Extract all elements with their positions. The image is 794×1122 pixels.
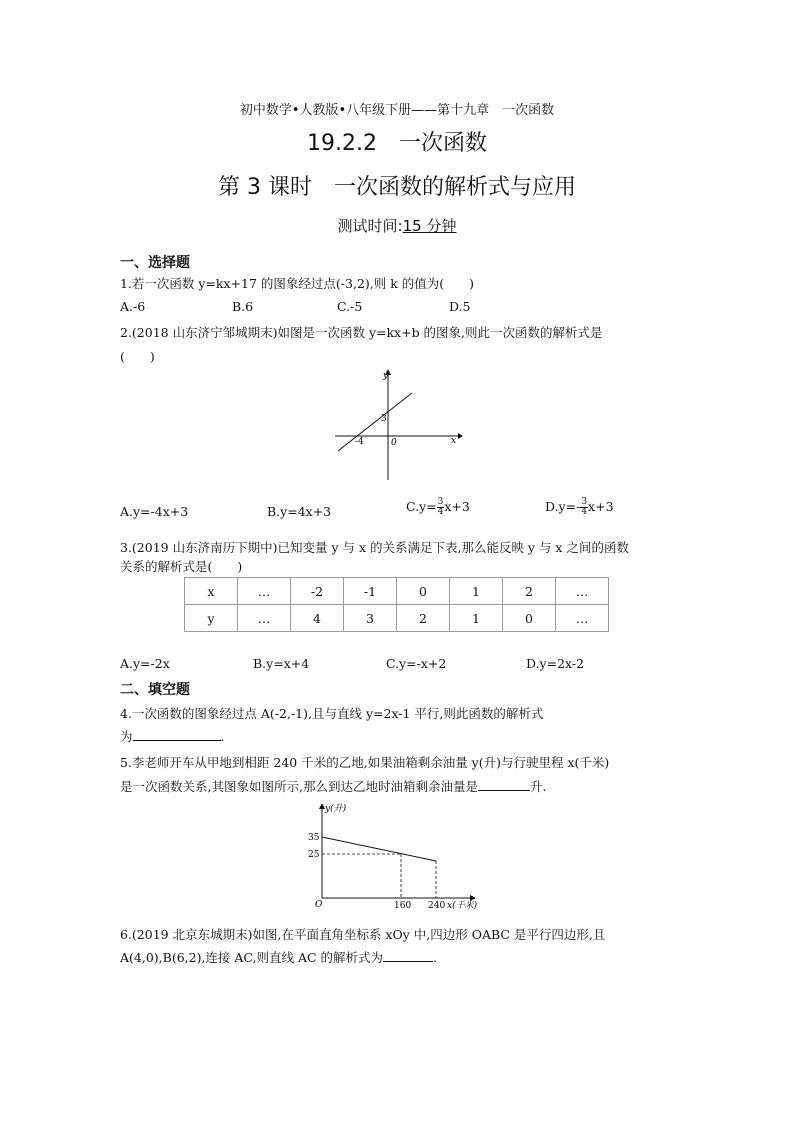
q5-x-label: x(千米) [447,901,478,911]
q1-option-b: B.6 [232,299,254,314]
test-time-label: 测试时间: [337,217,403,235]
test-time [0,215,794,236]
q2-y-label: y [383,371,389,381]
q5-graph [305,798,480,914]
q2-option-a: A.y=-4x+3 [120,504,189,519]
q2-option-c-prefix: C.y= [406,499,437,514]
q2-option-d-suffix: x+3 [588,499,614,514]
section-choice-heading: 一、选择题 [120,255,190,271]
q1-option-a: A.-6 [120,299,146,314]
q2-option-b: B.y=4x+3 [267,504,332,519]
q2-option-c [406,498,470,517]
table-cell: 0 [397,578,450,605]
q3-option-a: A.y=-2x [120,656,170,671]
table-cell: 1 [450,605,503,632]
lesson-title: 第 3 课时 一次函数的解析式与应用 [218,175,576,200]
table-cell: … [556,578,609,605]
table-cell: 0 [503,605,556,632]
table-cell: 3 [344,605,397,632]
table-cell: x [185,578,238,605]
q2-option-d-prefix: D.y=- [545,499,581,514]
q2-x-arrow-icon [458,433,463,439]
q5-line2 [120,777,546,795]
q4-line2 [120,727,225,745]
test-time-value: 15 分钟 [402,217,457,235]
q6-suffix: . [433,950,438,965]
q2-option-d [545,498,614,517]
q5-function-line [322,837,436,861]
q5-origin-label: O [315,900,323,910]
q3-stem: 3.(2019 山东济南历下期中)已知变量 y 与 x 的关系满足下表,那么能反映 y 与 x 之间的函数 [120,540,629,555]
table-cell: 2 [503,578,556,605]
section-fill-heading: 二、填空题 [120,682,190,698]
q5-suffix: 升. [529,779,547,794]
table-cell: -1 [344,578,397,605]
section-title: 19.2.2 一次函数 [307,131,487,156]
q2-origin-label: 0 [391,438,397,448]
q6-line1: 6.(2019 北京东城期末)如图,在平面直角坐标系 xOy 中,四边形 OABC 是平行四边形,且 [120,927,606,942]
table-cell: 4 [291,605,344,632]
table-cell: 2 [397,605,450,632]
q5-y-label: y(升) [325,804,347,814]
q2-option-d-den: 4 [581,507,588,517]
q5-line1: 5.李老师开车从甲地到相距 240 千米的乙地,如果油箱剩余油量 y(升)与行驶里程 x(千米) [120,755,610,770]
q5-y-tick-35: 35 [308,833,320,843]
q2-option-d-fraction [580,498,588,517]
q2-option-c-num: 3 [437,497,444,507]
table-cell: … [238,578,291,605]
q2-x-label: x [451,436,457,446]
table-cell: … [556,605,609,632]
table-cell: 1 [450,578,503,605]
q5-y-tick-25: 25 [308,850,320,860]
q5-prefix: 是一次函数关系,其图象如图所示,那么到达乙地时油箱剩余油量是 [120,779,478,794]
q6-answer-blank[interactable] [383,948,433,962]
q1-option-c: C.-5 [337,299,363,314]
table-cell: y [185,605,238,632]
q3-option-d: D.y=2x-2 [526,656,585,671]
q2-stem: 2.(2018 山东济宁邹城期末)如图是一次函数 y=kx+b 的图象,则此一次函数的解析式是 [120,325,603,340]
q4-suffix: . [220,729,225,744]
q5-answer-blank[interactable] [478,777,530,791]
q4-prefix: 为 [120,729,133,744]
table-row [185,605,609,632]
q2-option-c-suffix: x+3 [444,499,470,514]
q2-x-intercept-label: -4 [355,437,364,447]
q3-table [184,577,609,632]
q2-function-line [338,393,412,451]
q2-y-intercept-label: 3 [381,414,387,424]
q5-x-tick-160: 160 [394,901,412,911]
q1-stem: 1.若一次函数 y=kx+17 的图象经过点(-3,2),则 k 的值为( ) [120,276,475,291]
q6-line2 [120,948,437,966]
q6-prefix: A(4,0),B(6,2),连接 AC,则直线 AC 的解析式为 [120,950,384,965]
table-row [185,578,609,605]
q3-stem-line2: 关系的解析式是( ) [120,559,243,574]
q3-option-c: C.y=-x+2 [386,656,447,671]
q3-option-b: B.y=x+4 [253,656,310,671]
q2-graph [330,365,465,483]
table-cell: … [238,605,291,632]
page-header: 初中数学•人教版•八年级下册——第十九章 一次函数 [239,103,555,118]
q1-option-d: D.5 [449,299,471,314]
q5-x-tick-240: 240 [428,901,446,911]
q4-answer-blank[interactable] [133,727,221,741]
table-cell: -2 [291,578,344,605]
q2-stem-bracket: ( ) [120,349,155,364]
q2-option-c-den: 4 [437,507,444,517]
q4-line1: 4.一次函数的图象经过点 A(-2,-1),且与直线 y=2x-1 平行,则此函数的解析式 [120,706,544,721]
q2-option-d-num: 3 [581,497,588,507]
